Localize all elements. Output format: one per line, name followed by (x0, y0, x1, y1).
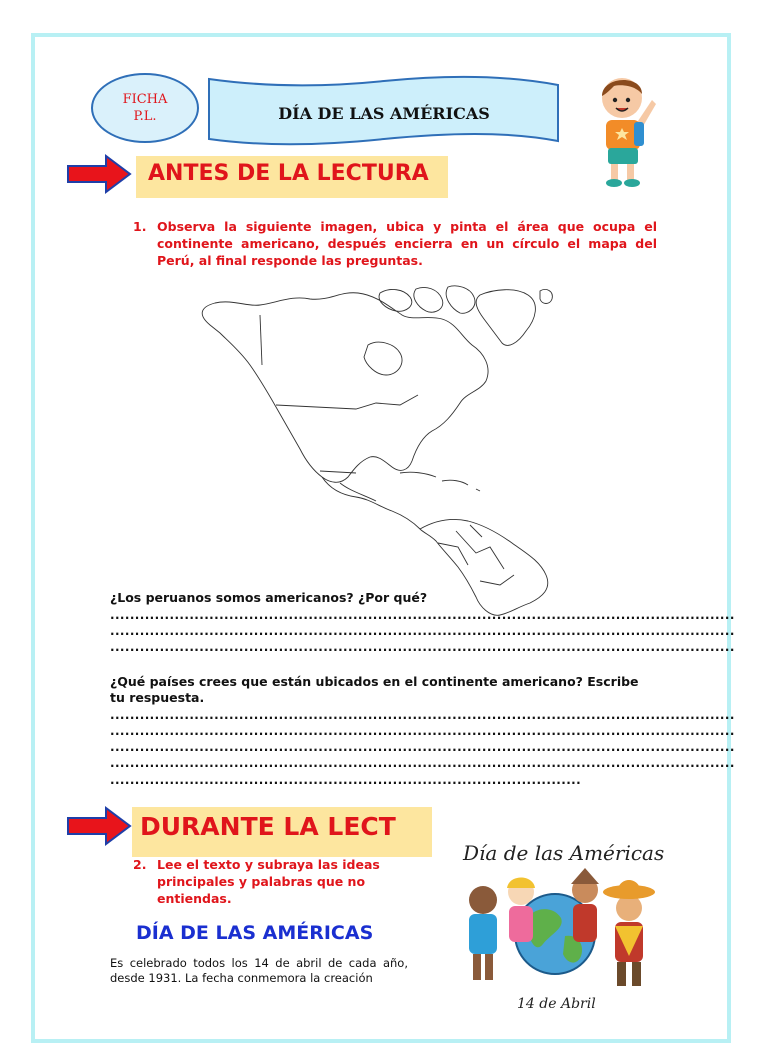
ficha-subtitle: P.L. (133, 109, 157, 124)
ficha-label: FICHA (122, 92, 168, 107)
section-heading-antes: ANTES DE LA LECTURA (136, 156, 448, 198)
instruction-text: Lee el texto y subraya las ideas principales y palabras que no entiendas. (157, 857, 380, 906)
answer-line[interactable]: .............................................................................................................................. (110, 640, 735, 654)
kid-illustration (592, 70, 658, 190)
red-arrow-icon (66, 154, 132, 194)
americas-day-illustration (433, 826, 683, 1024)
answer-line[interactable]: ............................................................................................... (110, 773, 582, 787)
red-arrow-icon (66, 806, 132, 846)
answer-line[interactable]: .............................................................................................................................. (110, 608, 735, 622)
instruction-2 (133, 856, 403, 907)
illustration-date: 14 de Abril (517, 996, 596, 1012)
americas-map (180, 285, 580, 615)
question-1: ¿Los peruanos somos americanos? ¿Por qué? (110, 590, 428, 605)
answer-line[interactable]: .............................................................................................................................. (110, 740, 735, 754)
answer-line[interactable]: .............................................................................................................................. (110, 756, 735, 770)
instruction-text: Observa la siguiente imagen, ubica y pinta el área que ocupa el continente americano, después encierra en un círculo el mapa del Perú, al final responde las preguntas. (157, 219, 657, 268)
answer-line[interactable]: .............................................................................................................................. (110, 724, 735, 738)
section-heading-durante: DURANTE LA LECT (132, 807, 432, 857)
ficha-badge (91, 73, 199, 143)
answer-line[interactable]: .............................................................................................................................. (110, 708, 735, 722)
reading-title: DÍA DE LAS AMÉRICAS (136, 922, 374, 944)
instruction-number: 2. (133, 857, 147, 872)
answer-line[interactable]: .............................................................................................................................. (110, 624, 735, 638)
instruction-1 (133, 218, 657, 269)
banner-title: DÍA DE LAS AMÉRICAS (278, 104, 490, 123)
instruction-number: 1. (133, 219, 147, 234)
illustration-title: Día de las Américas (463, 841, 665, 865)
question-2: ¿Qué países crees que están ubicados en el continente americano? Escribe tu respuesta. (110, 674, 639, 705)
reading-body: Es celebrado todos los 14 de abril de cada año, desde 1931. La fecha conmemora la creación (110, 956, 408, 985)
